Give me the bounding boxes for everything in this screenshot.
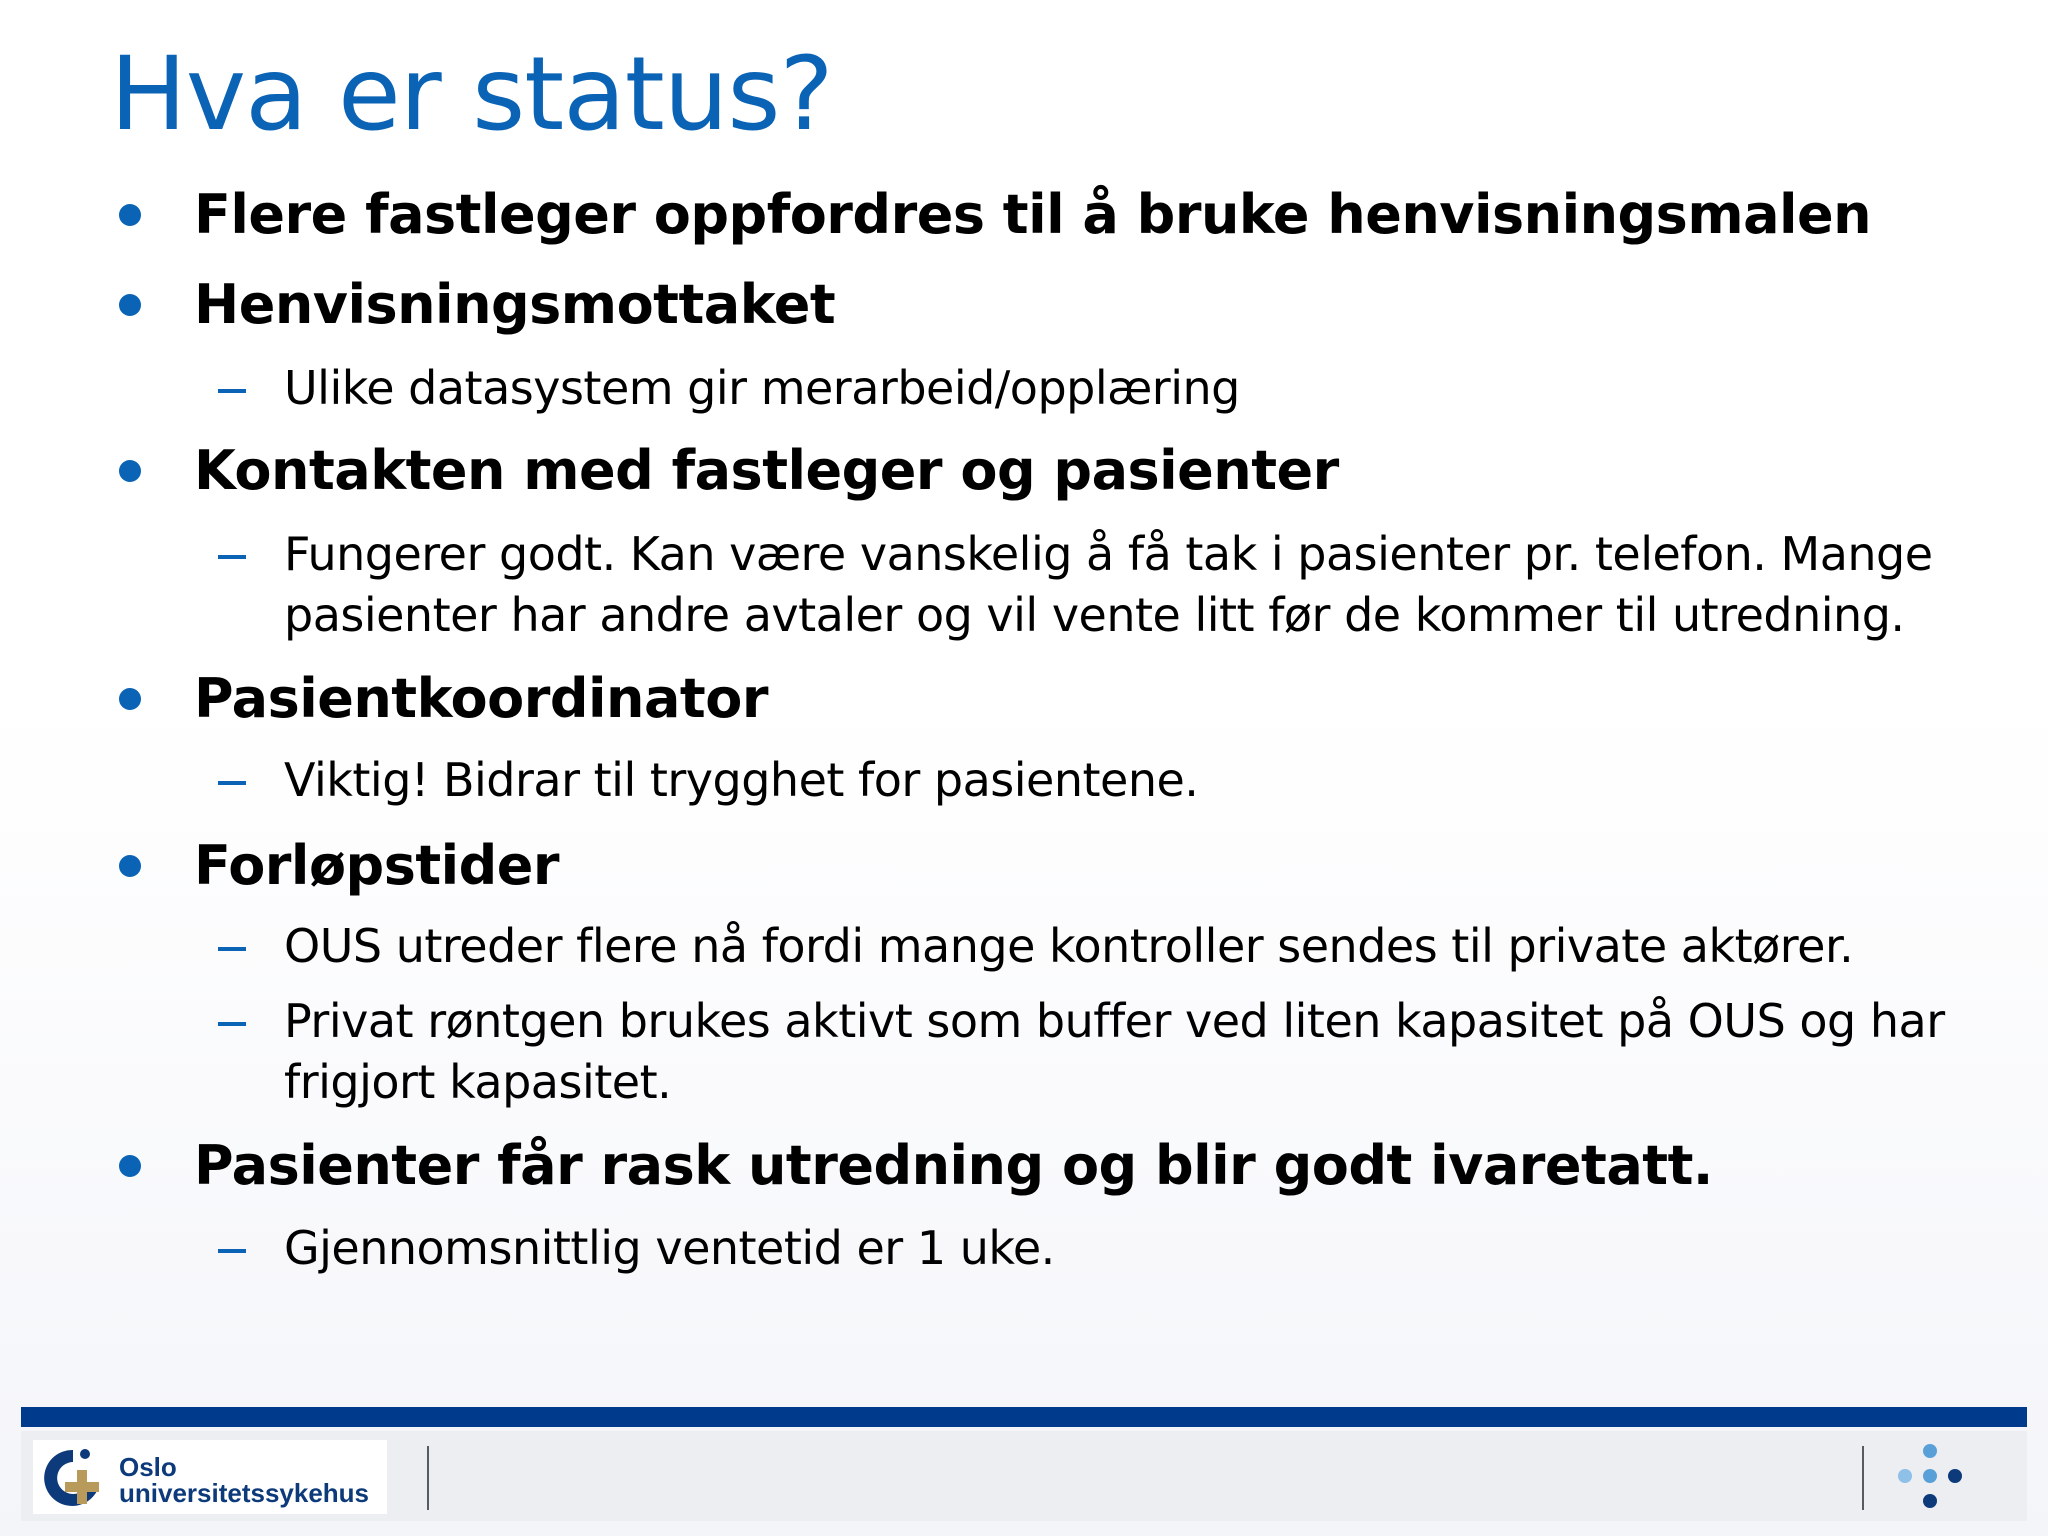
ous-logo-icon bbox=[37, 1442, 109, 1514]
bullet-text: Forløpstider bbox=[194, 834, 560, 897]
dash-icon bbox=[218, 947, 246, 951]
bullet-text: Kontakten med fastleger og pasienter bbox=[194, 439, 1339, 502]
bullet-text: Pasientkoordinator bbox=[194, 667, 768, 730]
sub-text: Ulike datasystem gir merarbeid/opplæring bbox=[284, 361, 1240, 415]
bullet-text: Pasienter får rask utredning og blir godt ivaretatt. bbox=[194, 1134, 1713, 1197]
sub-text: Privat røntgen brukes aktivt som buffer ved liten kapasitet på OUS og har frigjort kapasitet. bbox=[284, 994, 1945, 1109]
dash-icon bbox=[218, 1249, 246, 1253]
footer-bar bbox=[21, 1407, 2027, 1427]
dots-emblem-icon bbox=[1895, 1443, 1965, 1513]
dash-icon bbox=[218, 389, 246, 393]
dash-icon bbox=[218, 781, 246, 785]
sub-text: Gjennomsnittlig ventetid er 1 uke. bbox=[284, 1221, 1055, 1275]
footer-divider bbox=[427, 1446, 429, 1510]
slide-title: Hva er status? bbox=[110, 35, 833, 154]
dash-icon bbox=[218, 555, 246, 559]
bullet-dot-icon bbox=[119, 688, 141, 710]
bullet-dot-icon bbox=[119, 460, 141, 482]
logo-text bbox=[119, 1454, 369, 1506]
sub-text: Fungerer godt. Kan være vanskelig å få tak i pasienter pr. telefon. Mange pasienter har andre avtaler og vil vente litt før de kommer til utredning. bbox=[284, 527, 1933, 642]
footer-divider bbox=[1862, 1446, 1864, 1510]
sub-text: OUS utreder flere nå fordi mange kontroller sendes til private aktører. bbox=[284, 919, 1854, 973]
logo-line-1: Oslo bbox=[119, 1452, 177, 1482]
bullet-text: Henvisningsmottaket bbox=[194, 273, 836, 336]
ous-logo bbox=[33, 1440, 387, 1514]
bullet-dot-icon bbox=[119, 855, 141, 877]
bullet-dot-icon bbox=[119, 1155, 141, 1177]
sub-text: Viktig! Bidrar til trygghet for pasientene. bbox=[284, 753, 1199, 807]
bullet-dot-icon bbox=[119, 294, 141, 316]
dash-icon bbox=[218, 1022, 246, 1026]
bullet-dot-icon bbox=[119, 204, 141, 226]
bullet-text: Flere fastleger oppfordres til å bruke henvisningsmalen bbox=[194, 183, 1872, 246]
logo-line-2: universitetssykehus bbox=[119, 1478, 370, 1508]
